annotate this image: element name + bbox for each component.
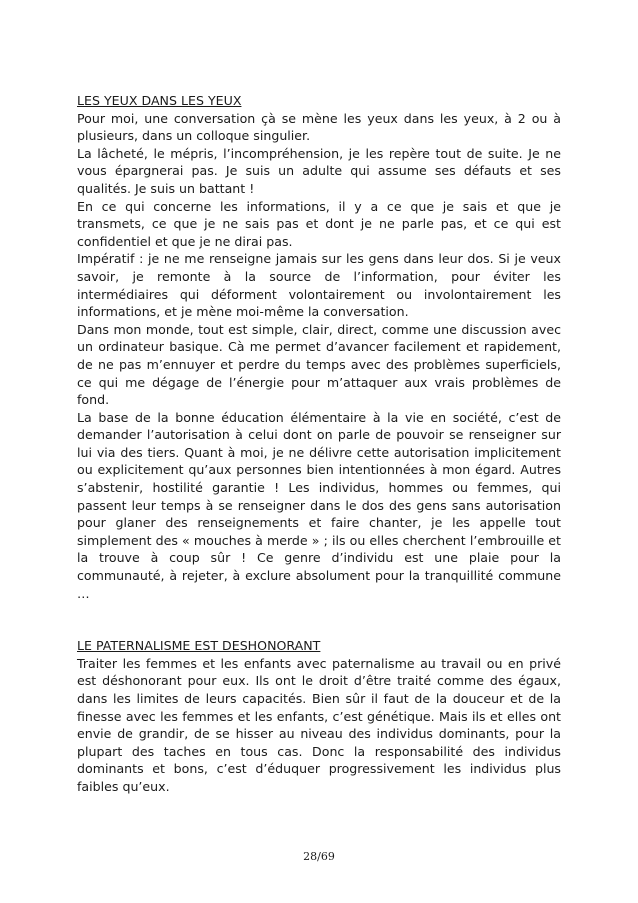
paragraph: Dans mon monde, tout est simple, clair, direct, comme une discussion avec un ordinateur basique. Cà me permet d’avancer facilement et rapidement, de ne pas m’ennuyer et perdre du temps avec des problèmes superficiels, ce qui me dégage de l’énergie pour m’attaquer aux vrais problèmes de fond. (77, 321, 561, 408)
page-content (77, 92, 561, 796)
paragraph: Pour moi, une conversation çà se mène les yeux dans les yeux, à 2 ou à plusieurs, dans un colloque singulier. (77, 110, 561, 144)
section-title: LE PATERNALISME EST DESHONORANT (77, 638, 321, 654)
section-spacer (77, 602, 561, 637)
paragraph: Impératif : je ne me renseigne jamais sur les gens dans leur dos. Si je veux savoir, je remonte à la source de l’information, pour éviter les intermédiaires qui déforment volontairement ou involontairement les informations, et je mène moi-même la conversation. (77, 251, 561, 320)
paragraph: La base de la bonne éducation élémentaire à la vie en société, c’est de demander l’autorisation à celui dont on parle de pouvoir se renseigner sur lui via des tiers. Quant à moi, je ne délivre cette autorisation implicitement ou explicitement qu’aux personnes bien intentionnées à mon égard. Autres s’abstenir, hostilité garantie ! Les individus, hommes ou femmes, qui passent leur temps à se renseigner dans le dos des gens sans autorisation pour glaner des renseignements et faire chanter, je les appelle tout simplement des « mouches à merde » ; ils ou elles cherchent l’embrouille et la trouve à coup sûr ! Ce genre d’individu est une plaie pour la communauté, à rejeter, à exclure absolument pour la tranquillité commune … (77, 409, 561, 601)
paragraph: La lâcheté, le mépris, l’incompréhension, je les repère tout de suite. Je ne vous épargnerai pas. Je suis un adulte qui assume ses défauts et ses qualités. Je suis un battant ! (77, 145, 561, 196)
page-number: 28/69 (303, 850, 335, 863)
section-eye-contact (77, 92, 561, 602)
section-title: LES YEUX DANS LES YEUX (77, 93, 242, 108)
paragraph: En ce qui concerne les informations, il y a ce que je sais et que je transmets, ce que je ne sais pas et dont je ne parle pas, et ce qui est confidentiel et que je ne dirai pas. (77, 198, 561, 249)
paragraph: Traiter les femmes et les enfants avec paternalisme au travail ou en privé est déshonorant pour eux. Ils ont le droit d’être traité comme des égaux, dans les limites de leurs capacités. Bien sûr il faut de la douceur et de la finesse avec les femmes et les enfants, c’est génétique. Mais ils et elles ont envie de grandir, de se hisser au niveau des individus dominants, pour la plupart des taches en tous cas. Donc la responsabilité des individus dominants et bons, c’est d’éduquer progressivement les individus plus faibles qu’eux. (77, 655, 561, 794)
section-paternalism (77, 637, 561, 795)
